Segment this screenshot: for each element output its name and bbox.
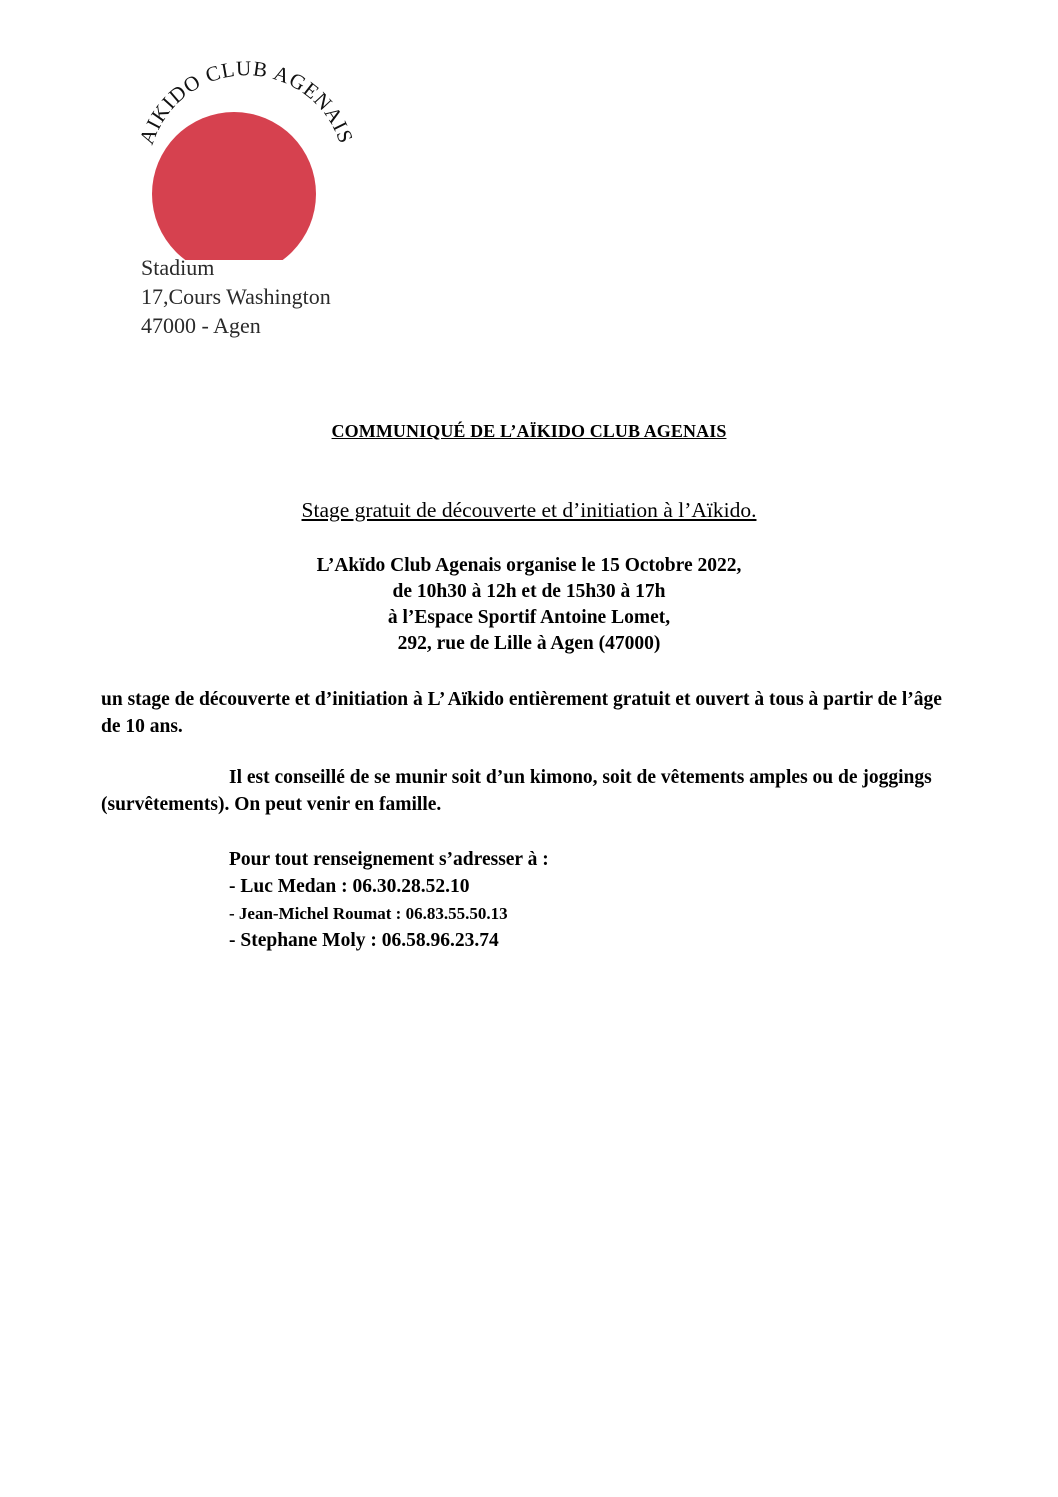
contact-item: - Jean-Michel Roumat : 06.83.55.50.13 bbox=[229, 904, 508, 923]
event-line-1: L’Akïdo Club Agenais organise le 15 Octobre 2022, bbox=[316, 555, 742, 576]
event-line-3: à l’Espace Sportif Antoine Lomet, bbox=[387, 607, 671, 628]
contact-item: - Luc Medan : 06.30.28.52.10 bbox=[229, 876, 470, 897]
contact-intro: Pour tout renseignement s’adresser à : bbox=[229, 849, 549, 870]
communique-title: COMMUNIQUÉ DE L’AÏKIDO CLUB AGENAIS bbox=[331, 421, 727, 441]
address-line-1: Stadium bbox=[141, 255, 215, 280]
address-line-3: 47000 - Agen bbox=[141, 313, 261, 338]
event-line-2: de 10h30 à 12h et de 15h30 à 17h bbox=[392, 581, 666, 602]
contact-item: - Stephane Moly : 06.58.96.23.74 bbox=[229, 930, 499, 951]
contact-list bbox=[229, 846, 549, 954]
address-line-2: 17,Cours Washington bbox=[141, 284, 331, 309]
stage-title: Stage gratuit de découverte et d’initiation à l’Aïkido. bbox=[301, 498, 757, 522]
advice-paragraph bbox=[101, 764, 961, 818]
logo-red-circle bbox=[152, 112, 316, 260]
club-logo-emblem bbox=[128, 60, 368, 260]
advice-text: Il est conseillé de se munir soit d’un kimono, soit de vêtements amples ou de joggings (survêtements). On peut venir en famille. bbox=[101, 767, 932, 815]
description-paragraph: un stage de découverte et d’initiation à L’ Aïkido entièrement gratuit et ouvert à tous à partir de l’âge de 10 ans. bbox=[101, 689, 942, 737]
logo-arc-text: AIKIDO CLUB AGENAIS bbox=[134, 60, 359, 148]
event-line-4: 292, rue de Lille à Agen (47000) bbox=[397, 633, 661, 654]
event-details bbox=[0, 553, 1058, 657]
club-address bbox=[141, 253, 331, 340]
